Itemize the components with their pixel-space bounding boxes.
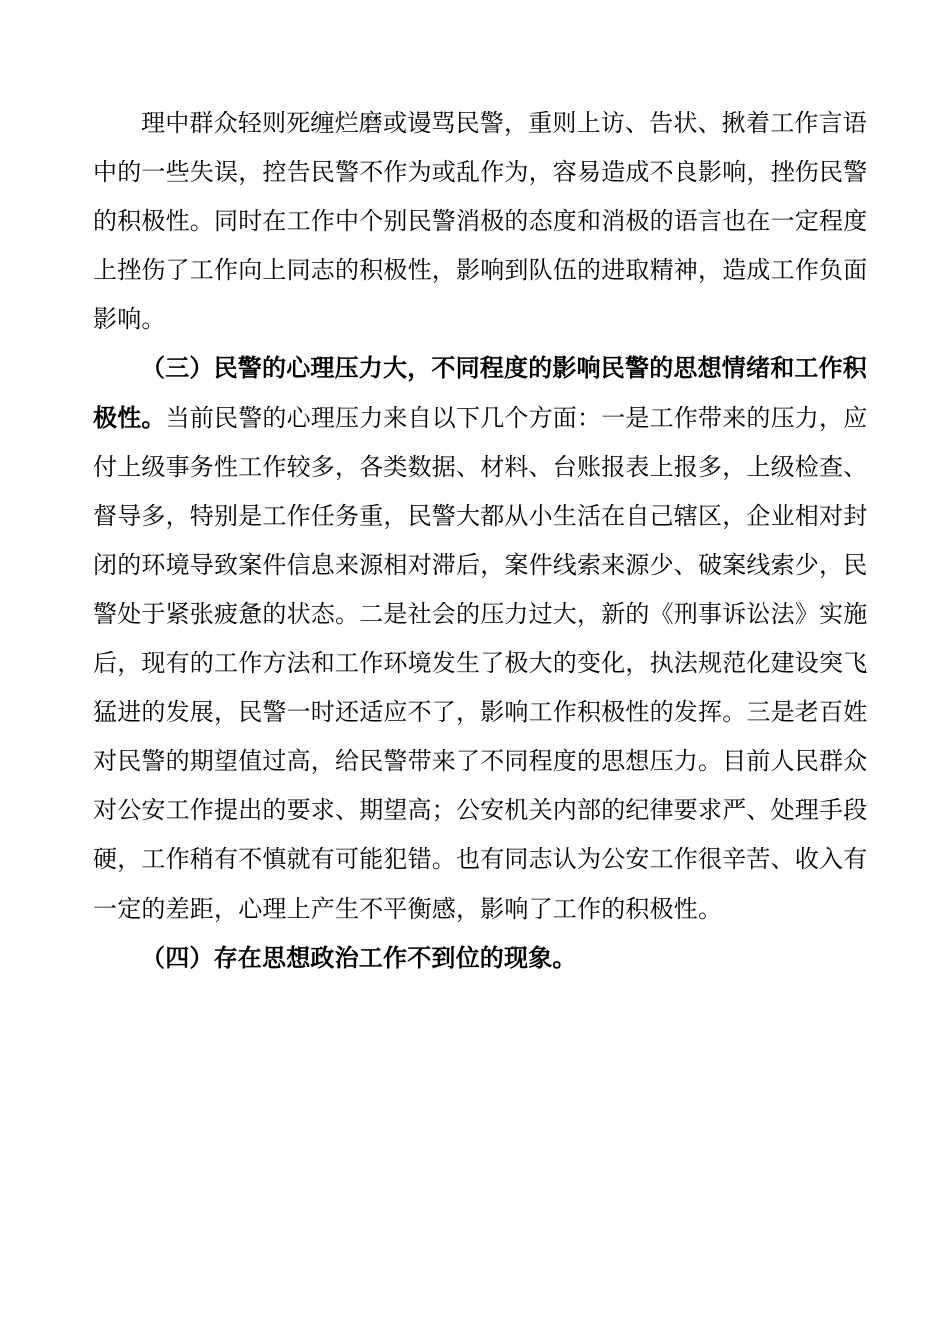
- text-line: 硬，工作稍有不慎就有可能犯错。也有同志认为公安工作很辛苦、收入有: [93, 845, 868, 874]
- text-line: 督导多，特别是工作任务重，民警大都从小生活在自己辖区，企业相对封: [93, 501, 868, 530]
- text-line: 中的一些失误，控告民警不作为或乱作为，容易造成不良影响，挫伤民警: [93, 158, 868, 187]
- text-line: 对公安工作提出的要求、期望高；公安机关内部的纪律要求严、处理手段: [93, 796, 868, 825]
- section-heading-end: 极性。: [93, 403, 166, 432]
- text-line: 理中群众轻则死缠烂磨或谩骂民警，重则上访、告状、揪着工作言语: [141, 109, 867, 137]
- text-line: 一定的差距，心理上产生不平衡感，影响了工作的积极性。: [93, 894, 723, 923]
- text-line: 影响。: [93, 305, 166, 334]
- text-line: 猛进的发展，民警一时还适应不了，影响工作积极性的发挥。三是老百姓: [93, 698, 868, 727]
- paragraph-section-3: [93, 344, 868, 933]
- text-line: 的积极性。同时在工作中个别民警消极的态度和消极的语言也在一定程度: [93, 207, 868, 236]
- text-line: 警处于紧张疲惫的状态。二是社会的压力过大，新的《刑事诉讼法》实施: [93, 599, 868, 628]
- section-heading: （三）民警的心理压力大，不同程度的影响民警的思想情绪和工作积: [141, 354, 867, 383]
- text-line: 后，现有的工作方法和工作环境发生了极大的变化，执法规范化建设突飞: [93, 649, 868, 678]
- paragraph-continuation: [93, 99, 868, 344]
- text-line: 上挫伤了工作向上同志的积极性，影响到队伍的进取精神，造成工作负面: [93, 256, 868, 285]
- section-heading: （四）存在思想政治工作不到位的现象。: [141, 943, 577, 972]
- document-body: [93, 99, 868, 983]
- text-line: [93, 394, 868, 443]
- text-line: 对民警的期望值过高，给民警带来了不同程度的思想压力。目前人民群众: [93, 747, 868, 776]
- text-line-rest: 当前民警的心理压力来自以下几个方面：一是工作带来的压力，应: [165, 403, 868, 432]
- text-line: 闭的环境导致案件信息来源相对滞后，案件线索来源少、破案线索少，民: [93, 550, 868, 579]
- text-line: 付上级事务性工作较多，各类数据、材料、台账报表上报多，上级检查、: [93, 452, 868, 481]
- paragraph-section-4: [93, 934, 859, 983]
